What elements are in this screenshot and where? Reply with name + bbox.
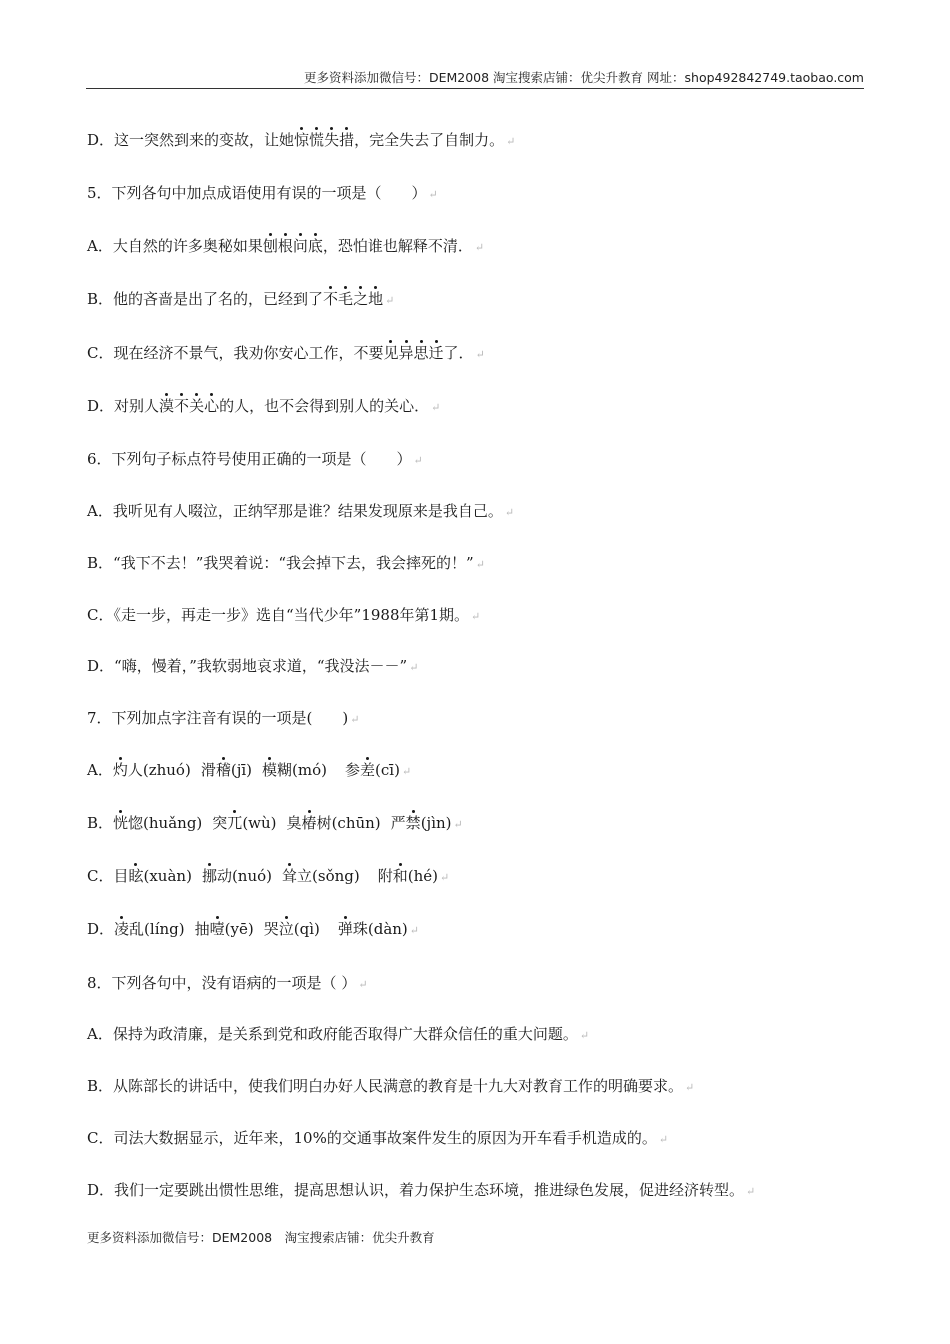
dotted-char: 之 xyxy=(353,290,369,308)
q5-option-a xyxy=(87,236,484,258)
text-run: 滑 xyxy=(200,761,216,779)
text-run: B．他的吝啬是出了名的，已经到了 xyxy=(87,290,324,308)
text-run: C．目 xyxy=(87,867,129,885)
text-run: B． xyxy=(87,814,114,832)
q6-option-b xyxy=(87,553,485,575)
q7-option-a xyxy=(87,760,411,782)
dotted-char: 迁 xyxy=(428,344,444,362)
paragraph-mark: ↵ xyxy=(453,818,463,831)
q8-option-d xyxy=(87,1180,755,1202)
paragraph-mark: ↵ xyxy=(440,871,450,884)
dotted-char: 泣 xyxy=(278,920,294,938)
dotted-char: 和 xyxy=(392,867,408,885)
dotted-char: 地 xyxy=(368,290,384,308)
dotted-char: 灼 xyxy=(112,761,128,779)
text-run: D．这一突然到来的变故，让她 xyxy=(87,131,295,149)
text-run: D．对别人 xyxy=(87,397,160,415)
dotted-char: 噎 xyxy=(209,920,225,938)
dotted-char: 恍 xyxy=(113,814,129,832)
question-6 xyxy=(87,449,423,471)
question-text: 6．下列句子标点符号使用正确的一项是（ ） xyxy=(87,450,412,468)
text-run: ，恐怕谁也解释不清． xyxy=(322,237,473,255)
paragraph-mark: ↵ xyxy=(413,454,423,467)
q6-option-d xyxy=(87,656,418,678)
question-text: 5．下列各句中加点成语使用有误的一项是（ ） xyxy=(87,184,427,202)
dotted-char: 模 xyxy=(262,761,278,779)
question-8 xyxy=(87,973,368,995)
paragraph-mark: ↵ xyxy=(474,241,485,254)
dotted-char: 问 xyxy=(292,237,308,255)
paragraph-mark: ↵ xyxy=(471,610,481,623)
paragraph-mark: ↵ xyxy=(350,713,360,726)
q8-option-a xyxy=(87,1024,589,1046)
q4-option-d xyxy=(87,130,515,152)
dotted-char: 稽 xyxy=(215,761,231,779)
text-run: 突 xyxy=(212,814,228,832)
dotted-char: 异 xyxy=(398,344,414,362)
text-run: 抽 xyxy=(194,920,210,938)
dotted-char: 椿 xyxy=(301,814,317,832)
text-run: (hé) xyxy=(407,867,439,885)
dotted-char: 兀 xyxy=(227,814,243,832)
dotted-char: 根 xyxy=(277,237,293,255)
option-text: A．保持为政清廉，是关系到党和政府能否取得广大群众信任的重大问题。 xyxy=(87,1025,578,1043)
text-run: 乱(líng) xyxy=(129,920,185,938)
dotted-char: 眩 xyxy=(128,867,144,885)
text-run: 糊(mó) xyxy=(277,761,327,779)
paragraph-mark: ↵ xyxy=(579,1029,590,1042)
dotted-char: 刨 xyxy=(262,237,278,255)
option-text: D．“嗨，慢着，”我软弱地哀求道，“我没法－－” xyxy=(87,657,408,675)
q7-option-c xyxy=(87,866,449,888)
text-run: 哭 xyxy=(263,920,279,938)
paragraph-mark: ↵ xyxy=(431,401,441,414)
text-run: 附 xyxy=(377,867,393,885)
page-footer: 更多资料添加微信号：DEM2008 淘宝搜索店铺：优尖升教育 xyxy=(87,1230,435,1245)
q8-option-b xyxy=(87,1076,694,1098)
text-run: A． xyxy=(87,761,113,779)
dotted-char: 耸 xyxy=(282,867,298,885)
text-run: 惚(huǎng) xyxy=(128,814,203,832)
dotted-char: 心 xyxy=(204,397,220,415)
dotted-char: 失 xyxy=(324,131,340,149)
paragraph-mark: ↵ xyxy=(504,506,515,519)
paragraph-mark: ↵ xyxy=(409,924,419,937)
dotted-char: 不 xyxy=(323,290,339,308)
question-text: 7．下列加点字注音有误的一项是( ) xyxy=(87,709,349,727)
paragraph-mark: ↵ xyxy=(746,1185,756,1198)
paragraph-mark: ↵ xyxy=(358,978,368,991)
text-run: 树(chūn) xyxy=(316,814,381,832)
text-run: (xuàn) xyxy=(143,867,192,885)
text-run: 参 xyxy=(345,761,361,779)
text-run: (qì) xyxy=(293,920,320,938)
q5-option-b xyxy=(87,289,394,311)
paragraph-mark: ↵ xyxy=(685,1081,695,1094)
text-run: (jìn) xyxy=(420,814,452,832)
text-run: C．现在经济不景气，我劝你安心工作，不要 xyxy=(87,344,384,362)
q7-option-b xyxy=(87,813,463,835)
text-run: (yē) xyxy=(224,920,254,938)
text-run: (jī) xyxy=(230,761,253,779)
text-run: D． xyxy=(87,920,115,938)
option-text: C．《走一步，再走一步》选自“当代少年”1988年第1期。 xyxy=(87,606,470,624)
option-text: D．我们一定要跳出惯性思维，提高思想认识，着力保护生态环境，推进绿色发展，促进经济转型。 xyxy=(87,1181,745,1199)
q8-option-c xyxy=(87,1128,668,1150)
paragraph-mark: ↵ xyxy=(658,1133,669,1146)
q6-option-c xyxy=(87,605,480,627)
paragraph-mark: ↵ xyxy=(506,135,516,148)
option-text: B．从陈部长的讲话中，使我们明白办好人民满意的教育是十九大对教育工作的明确要求。 xyxy=(87,1077,684,1095)
text-run: 了． xyxy=(443,344,474,362)
paragraph-mark: ↵ xyxy=(385,294,395,307)
question-7 xyxy=(87,708,359,730)
paragraph-mark: ↵ xyxy=(409,661,419,674)
dotted-char: 惊 xyxy=(294,131,310,149)
text-run: 珠(dàn) xyxy=(352,920,408,938)
paragraph-mark: ↵ xyxy=(475,558,485,571)
text-run: (wù) xyxy=(242,814,277,832)
text-run: (cī) xyxy=(375,761,400,779)
paragraph-mark: ↵ xyxy=(475,348,485,361)
dotted-char: 见 xyxy=(383,344,399,362)
dotted-char: 不 xyxy=(174,397,190,415)
header-rule xyxy=(86,88,864,89)
question-5 xyxy=(87,183,438,205)
question-text: 8．下列各句中，没有语病的一项是（ ） xyxy=(87,974,357,992)
dotted-char: 挪 xyxy=(201,867,217,885)
option-text: C．司法大数据显示，近年来，10%的交通事故案件发生的原因为开车看手机造成的。 xyxy=(87,1129,657,1147)
text-run: 臭 xyxy=(286,814,302,832)
dotted-char: 毛 xyxy=(338,290,354,308)
dotted-char: 底 xyxy=(307,237,323,255)
text-run: 立(sǒng) xyxy=(297,867,360,885)
option-text: A．我听见有人啜泣，正纳罕那是谁？结果发现原来是我自己。 xyxy=(87,502,503,520)
paragraph-mark: ↵ xyxy=(428,188,438,201)
option-text: B．“我下不去！”我哭着说：“我会掉下去，我会摔死的！” xyxy=(87,554,474,572)
page-header: 更多资料添加微信号：DEM2008 淘宝搜索店铺：优尖升教育 网址：shop492842749.taobao.com xyxy=(303,70,864,85)
q5-option-d xyxy=(87,396,440,418)
dotted-char: 措 xyxy=(339,131,355,149)
q7-option-d xyxy=(87,919,419,941)
dotted-char: 差 xyxy=(360,761,376,779)
text-run: 严 xyxy=(390,814,406,832)
paragraph-mark: ↵ xyxy=(401,765,412,778)
dotted-char: 漠 xyxy=(159,397,175,415)
text-run: ，完全失去了自制力。 xyxy=(354,131,505,149)
text-run: A．大自然的许多奥秘如果 xyxy=(87,237,263,255)
dotted-char: 思 xyxy=(413,344,429,362)
q5-option-c xyxy=(87,343,485,365)
dotted-char: 禁 xyxy=(405,814,421,832)
text-run: 人(zhuó) xyxy=(127,761,191,779)
dotted-char: 凌 xyxy=(114,920,130,938)
q6-option-a xyxy=(87,501,514,523)
text-run: 动(nuó) xyxy=(216,867,273,885)
dotted-char: 慌 xyxy=(309,131,325,149)
dotted-char: 弹 xyxy=(337,920,353,938)
dotted-char: 关 xyxy=(189,397,205,415)
text-run: 的人，也不会得到别人的关心． xyxy=(219,397,430,415)
